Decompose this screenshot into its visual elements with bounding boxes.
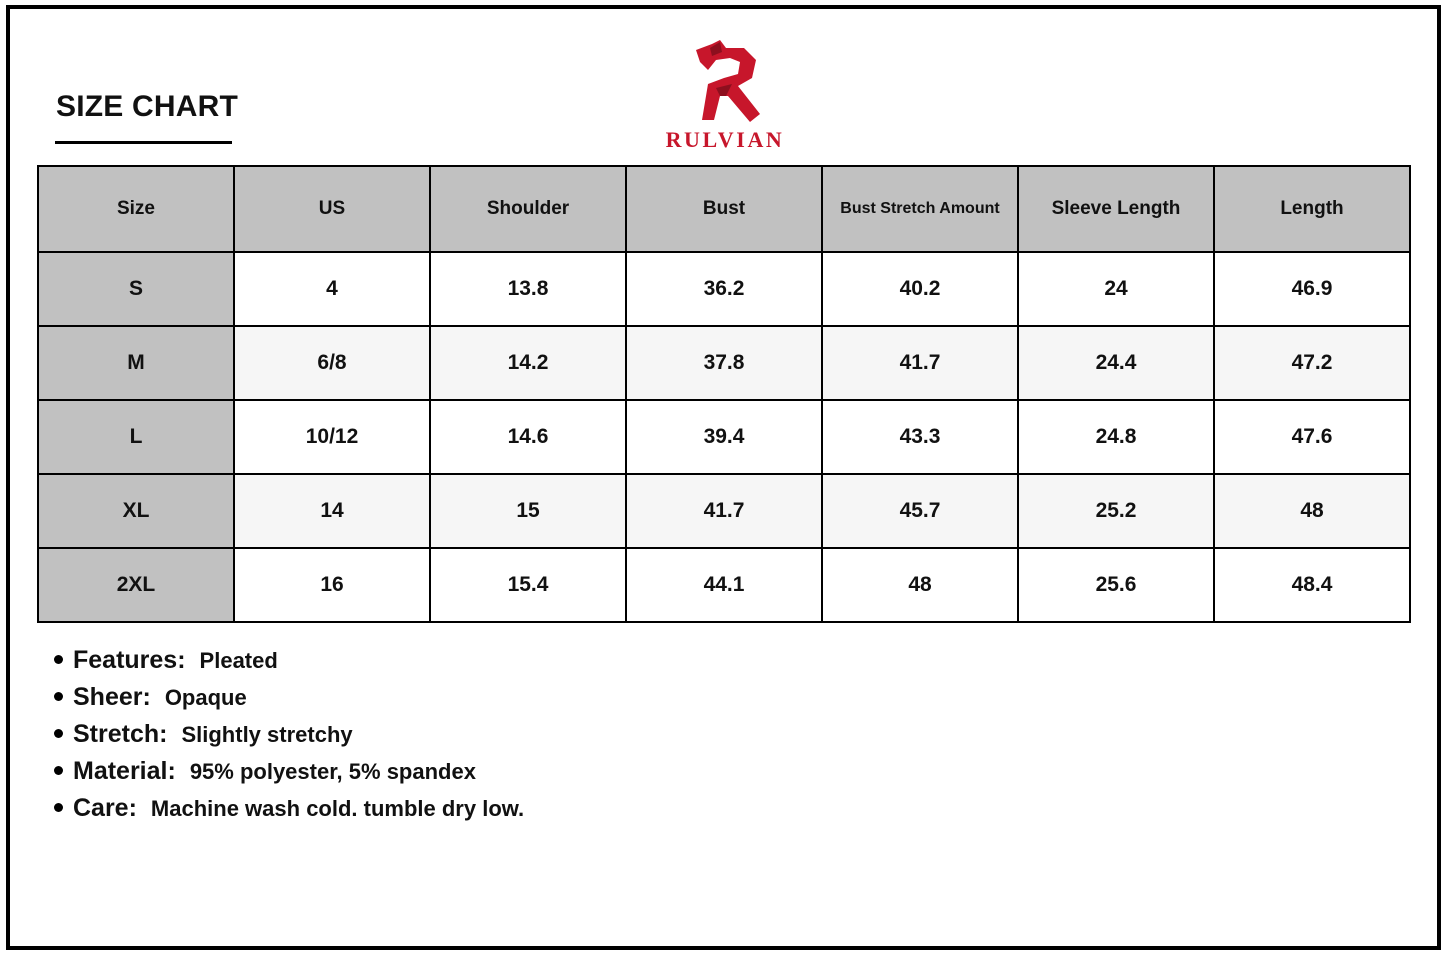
feature-key: Material: bbox=[73, 757, 176, 785]
table-cell: 14.6 bbox=[430, 400, 626, 474]
table-cell: 41.7 bbox=[626, 474, 822, 548]
column-header-bust: Bust bbox=[626, 166, 822, 252]
feature-value: 95% polyester, 5% spandex bbox=[189, 759, 476, 784]
table-cell: 24 bbox=[1018, 252, 1214, 326]
bullet-icon bbox=[54, 766, 63, 775]
table-cell-size: L bbox=[38, 400, 234, 474]
bullet-icon bbox=[54, 729, 63, 738]
table-cell: 37.8 bbox=[626, 326, 822, 400]
feature-key: Stretch: bbox=[73, 720, 168, 748]
feature-key: Features: bbox=[73, 646, 186, 674]
table-cell: 15 bbox=[430, 474, 626, 548]
table-cell: 39.4 bbox=[626, 400, 822, 474]
column-header-us: US bbox=[234, 166, 430, 252]
table-cell: 24.8 bbox=[1018, 400, 1214, 474]
bullet-icon bbox=[54, 803, 63, 812]
feature-value: Pleated bbox=[199, 648, 278, 673]
table-cell: 10/12 bbox=[234, 400, 430, 474]
feature-value: Opaque bbox=[164, 685, 247, 710]
table-cell: 36.2 bbox=[626, 252, 822, 326]
table-cell: 44.1 bbox=[626, 548, 822, 622]
column-header-size: Size bbox=[38, 166, 234, 252]
table-cell-size: XL bbox=[38, 474, 234, 548]
bullet-icon bbox=[54, 655, 63, 664]
table-cell: 43.3 bbox=[822, 400, 1018, 474]
feature-value: Machine wash cold. tumble dry low. bbox=[150, 796, 525, 821]
table-row bbox=[38, 548, 1410, 622]
bullet-icon bbox=[54, 692, 63, 701]
column-header-shoulder: Shoulder bbox=[430, 166, 626, 252]
table-header-row bbox=[38, 166, 1410, 252]
title-underline bbox=[55, 141, 232, 144]
list-item bbox=[54, 720, 524, 757]
brand-name: RULVIAN bbox=[665, 127, 785, 152]
table-cell: 14.2 bbox=[430, 326, 626, 400]
column-header-length: Length bbox=[1214, 166, 1410, 252]
column-header-bust-stretch: Bust Stretch Amount bbox=[822, 166, 1018, 252]
column-header-sleeve-length: Sleeve Length bbox=[1018, 166, 1214, 252]
table-cell: 48 bbox=[822, 548, 1018, 622]
table-cell-size: 2XL bbox=[38, 548, 234, 622]
table-cell: 15.4 bbox=[430, 548, 626, 622]
table-cell: 40.2 bbox=[822, 252, 1018, 326]
list-item bbox=[54, 683, 524, 720]
table-cell: 48.4 bbox=[1214, 548, 1410, 622]
list-item bbox=[54, 794, 524, 831]
features-list bbox=[54, 646, 524, 831]
table-cell: 25.2 bbox=[1018, 474, 1214, 548]
table-cell: 45.7 bbox=[822, 474, 1018, 548]
brand-logo bbox=[650, 38, 800, 153]
table-cell: 16 bbox=[234, 548, 430, 622]
feature-value: Slightly stretchy bbox=[181, 722, 353, 747]
table-cell: 6/8 bbox=[234, 326, 430, 400]
r-letter-logo-icon bbox=[686, 38, 764, 126]
table-row bbox=[38, 400, 1410, 474]
table-cell: 14 bbox=[234, 474, 430, 548]
table-cell-size: M bbox=[38, 326, 234, 400]
table-cell: 46.9 bbox=[1214, 252, 1410, 326]
feature-key: Care: bbox=[73, 794, 137, 822]
table-cell: 13.8 bbox=[430, 252, 626, 326]
list-item bbox=[54, 757, 524, 794]
table-cell: 24.4 bbox=[1018, 326, 1214, 400]
table-row bbox=[38, 252, 1410, 326]
size-table bbox=[37, 165, 1411, 623]
page-title: SIZE CHART bbox=[56, 90, 238, 123]
table-row bbox=[38, 474, 1410, 548]
feature-key: Sheer: bbox=[73, 683, 151, 711]
table-cell-size: S bbox=[38, 252, 234, 326]
table-cell: 47.2 bbox=[1214, 326, 1410, 400]
table-cell: 48 bbox=[1214, 474, 1410, 548]
list-item bbox=[54, 646, 524, 683]
table-cell: 4 bbox=[234, 252, 430, 326]
table-cell: 25.6 bbox=[1018, 548, 1214, 622]
table-cell: 47.6 bbox=[1214, 400, 1410, 474]
table-cell: 41.7 bbox=[822, 326, 1018, 400]
table-row bbox=[38, 326, 1410, 400]
